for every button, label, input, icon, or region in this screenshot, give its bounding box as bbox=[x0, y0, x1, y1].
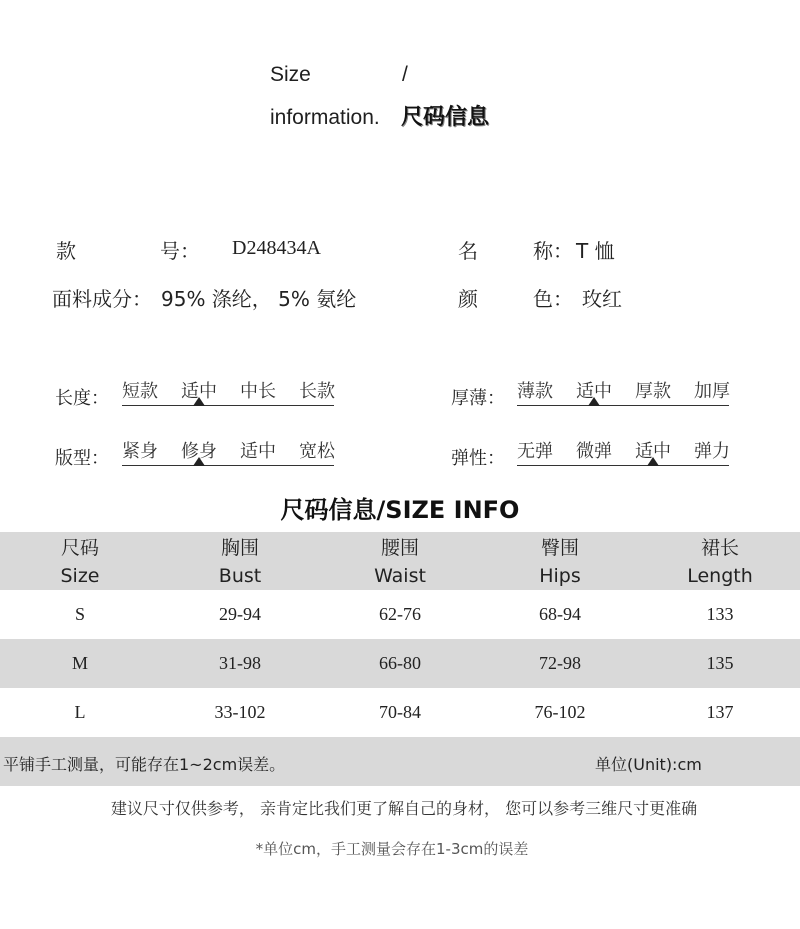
scale-length-label: 长度： bbox=[55, 388, 109, 409]
scale-elasticity-option: 无弹 bbox=[517, 441, 553, 462]
scale-fit-option: 紧身 bbox=[122, 441, 158, 462]
fabric-value: 95% 涤纶， 5% 氨纶 bbox=[161, 287, 357, 311]
table-cell: 72-98 bbox=[539, 653, 581, 673]
scale-thickness-selected-marker bbox=[588, 397, 600, 406]
table-header-cn: 尺码 bbox=[60, 537, 99, 559]
table-cell: 62-76 bbox=[379, 604, 421, 624]
scale-thickness-option: 厚款 bbox=[635, 381, 671, 402]
unit-error-note: *单位cm，手工测量会存在1-3cm的误差 bbox=[255, 840, 529, 858]
scale-length-option: 短款 bbox=[122, 381, 158, 402]
table-cell: 68-94 bbox=[539, 604, 581, 624]
table-cell: 29-94 bbox=[219, 604, 261, 624]
table-header-en: Size bbox=[60, 565, 100, 587]
table-header-en: Waist bbox=[374, 565, 426, 587]
color-label-part1: 颜 bbox=[458, 287, 478, 311]
scale-elasticity-option: 弹力 bbox=[694, 441, 730, 462]
table-cell: L bbox=[74, 702, 86, 722]
name-label-part2: 称： bbox=[533, 239, 573, 263]
color-label-part2: 色： bbox=[533, 287, 573, 311]
fabric-label: 面料成分： bbox=[52, 287, 152, 311]
scale-thickness-label: 厚薄： bbox=[451, 388, 505, 409]
scale-length-selected-marker bbox=[193, 397, 205, 406]
table-header-en: Length bbox=[687, 565, 753, 587]
color-value: 玫红 bbox=[582, 287, 622, 311]
table-header-en: Bust bbox=[218, 565, 262, 587]
scale-elasticity-line bbox=[517, 465, 729, 466]
name-label-part1: 名 bbox=[458, 239, 478, 263]
table-header-en: Hips bbox=[539, 565, 581, 587]
scale-fit-option: 适中 bbox=[240, 441, 276, 462]
table-cell: 66-80 bbox=[379, 653, 421, 673]
slash-separator: / bbox=[402, 63, 408, 86]
name-value: T 恤 bbox=[576, 239, 615, 263]
table-row bbox=[0, 688, 800, 737]
scale-elasticity-option: 适中 bbox=[635, 441, 671, 462]
scale-thickness-option: 薄款 bbox=[517, 381, 553, 402]
scale-length-option: 中长 bbox=[240, 381, 276, 402]
scale-elasticity-option: 微弹 bbox=[576, 441, 612, 462]
scale-length-option: 长款 bbox=[299, 381, 335, 402]
size-table-title: 尺码信息/SIZE INFO bbox=[280, 496, 520, 524]
scale-thickness-option: 加厚 bbox=[694, 381, 730, 402]
unit-note: 单位(Unit):cm bbox=[595, 755, 702, 774]
size-advice-text: 建议尺寸仅供参考， 亲肯定比我们更了解自己的身材， 您可以参考三维尺寸更准确 bbox=[110, 799, 698, 818]
scale-elasticity-selected-marker bbox=[647, 457, 659, 466]
style-label-part2: 号： bbox=[160, 239, 200, 263]
table-header-cn: 腰围 bbox=[380, 537, 419, 559]
scale-thickness-line bbox=[517, 405, 729, 406]
table-cell: 133 bbox=[706, 604, 734, 624]
scale-fit-label: 版型： bbox=[55, 448, 109, 469]
table-header-cn: 裙长 bbox=[700, 537, 739, 559]
table-row bbox=[0, 590, 800, 639]
table-cell: M bbox=[71, 653, 88, 673]
scale-elasticity-label: 弹性： bbox=[451, 448, 505, 469]
scale-fit-selected-marker bbox=[193, 457, 205, 466]
table-header-row bbox=[0, 532, 800, 590]
table-row bbox=[0, 639, 800, 688]
measurement-note: 平铺手工测量，可能存在1~2cm误差。 bbox=[3, 755, 286, 774]
table-cell: 137 bbox=[706, 702, 734, 722]
table-cell: 135 bbox=[706, 653, 734, 673]
table-cell: 76-102 bbox=[534, 702, 586, 722]
table-cell: 33-102 bbox=[214, 702, 266, 722]
scale-length-option: 适中 bbox=[181, 381, 217, 402]
table-cell: 70-84 bbox=[379, 702, 421, 722]
scale-fit-line bbox=[122, 465, 334, 466]
table-note-row bbox=[0, 737, 800, 786]
scale-thickness-option: 适中 bbox=[576, 381, 612, 402]
table-cell: S bbox=[74, 604, 85, 624]
scale-fit-option: 修身 bbox=[181, 441, 217, 462]
style-code: D248434A bbox=[232, 237, 321, 259]
table-cell: 31-98 bbox=[219, 653, 261, 673]
scale-length-line bbox=[122, 405, 334, 406]
style-label-part1: 款 bbox=[56, 239, 76, 263]
page-title-cn: 尺码信息 bbox=[401, 105, 490, 130]
size-label: Size bbox=[270, 63, 311, 86]
table-header-cn: 胸围 bbox=[220, 537, 259, 559]
information-label: information. bbox=[270, 106, 380, 129]
table-header-cn: 臀围 bbox=[540, 537, 579, 559]
scale-fit-option: 宽松 bbox=[299, 441, 335, 462]
